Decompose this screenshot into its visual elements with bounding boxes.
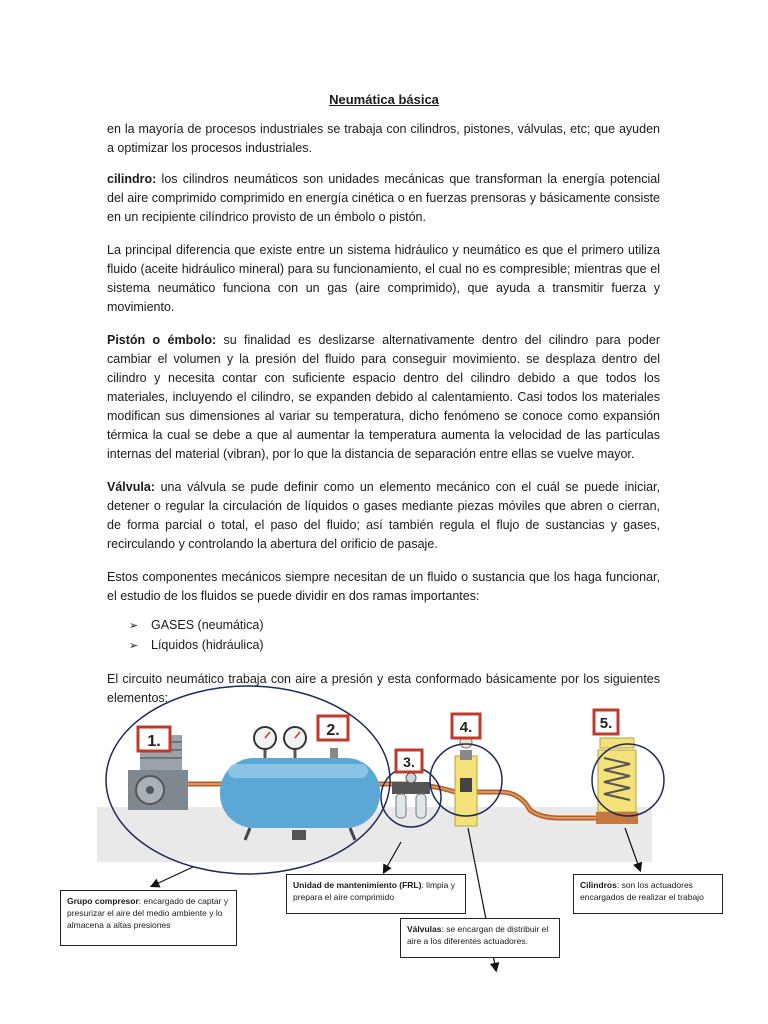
paragraph-valvula: [107, 478, 660, 554]
callout-term: Grupo compresor: [67, 896, 139, 906]
compressor-arrow: [152, 867, 193, 886]
callout-valves: [400, 918, 560, 958]
bullet-text: GASES (neumática): [151, 618, 264, 632]
callout-text: : se encargan de distribuir el aire a los diferentes actuadores.: [407, 924, 549, 946]
callout-compressor: [60, 890, 237, 946]
term-valvula: Válvula:: [107, 480, 155, 494]
callout-text: : son los actuadores encargados de realizar el trabajo: [580, 880, 704, 902]
text-valvula: una válvula se pude definir como un elemento mecánico con el cuál se puede iniciar, detener o regular la circulación de líquidos o gases mediante piezas móviles que abren o cierran, de forma parcial o total, el paso del fluido; así también regula el flujo de sustancias y gases, recirculando y controlando la abertura del orificio de pasaje.: [107, 480, 660, 551]
svg-text:5.: 5.: [599, 715, 613, 732]
text-cilindro: los cilindros neumáticos son unidades mecánicas que transforman la energía potencial del aire comprimido comprimido en energía cinética o en fuerzas prensoras y básicamente consiste en un recipiente cilíndrico provisto de un émbolo o pistón.: [107, 172, 660, 224]
callout-term: Cilindros: [580, 880, 617, 890]
callout-frl: [286, 874, 466, 914]
callout-term: Unidad de mantenimiento (FRL): [293, 880, 422, 890]
paragraph-diferencia: La principal diferencia que existe entre un sistema hidráulico y neumático es que el primero utiliza fluido (aceite hidráulico mineral) para su funcionamiento, el cual no es compresible; mientras que el sistema neumático funciona con un gas (aire comprimido), que ayuda a transmitir fuerza y movimiento.: [107, 243, 660, 314]
paragraph-circuito: El circuito neumático trabaja con aire a presión y esta conformado básicamente por los siguientes elementos:: [107, 672, 660, 705]
fluid-branches-list: [129, 616, 660, 656]
page-title: Neumática básica: [329, 92, 439, 107]
label-4: [452, 714, 480, 738]
paragraph-piston: [107, 331, 660, 464]
cylinder: [596, 738, 638, 824]
arrowhead-bullet-icon: ➢: [129, 640, 139, 652]
text-piston: su finalidad es deslizarse alternativamente dentro del cilindro para poder cambiar el volumen y la presión del fluido para conseguir movimiento. se desplaza dentro del cilindro y necesita contar con suficiente espacio dentro del cilindro debido a que todos los materiales, incluyendo el cilindro, se expanden debido al calentamiento. Casi todos los materiales modifican sus dimensiones al variar su temperatura, dicho fenómeno se conoce como expansión térmica la cual se debe a que al aumentar la temperatura aumenta la velocidad de las partículas internas del material (vibran), por lo que la distancia de separación entre ellas se vuelve mayor.: [107, 333, 660, 461]
paragraph-cilindro: [107, 170, 660, 227]
paragraph-componentes: Estos componentes mecánicos siempre necesitan de un fluido o sustancia que los haga funcionar, el estudio de los fluidos se puede dividir en dos ramas importantes:: [107, 570, 660, 603]
floor-shadow: [97, 807, 652, 862]
callout-text: : encargado de captar y presurizar el aire del medio ambiente y lo almacena a altas presiones: [67, 896, 229, 930]
label-2: [318, 716, 348, 740]
term-cilindro: cilindro:: [107, 172, 157, 186]
callout-text: : limpia y prepara el aire comprimido: [293, 880, 455, 902]
pneumatic-circuit-diagram: [0, 680, 768, 1024]
svg-text:2.: 2.: [326, 722, 340, 739]
label-3: [396, 750, 422, 772]
paragraph-intro: en la mayoría de procesos industriales se trabaja con cilindros, pistones, válvulas, etc; que ayuden a optimizar los procesos industriales.: [107, 122, 660, 155]
term-piston: Pistón o émbolo:: [107, 333, 217, 347]
list-item: [129, 616, 660, 636]
callout-cylinders: [573, 874, 723, 914]
svg-text:1.: 1.: [147, 733, 161, 750]
label-5: [594, 710, 618, 734]
bullet-text: Líquidos (hidráulica): [151, 638, 264, 652]
circuit-illustration: [0, 680, 768, 1024]
list-item: [129, 636, 660, 656]
valve: [455, 736, 477, 826]
callout-term: Válvulas: [407, 924, 442, 934]
svg-text:4.: 4.: [459, 719, 473, 736]
air-tank: [220, 727, 380, 840]
svg-text:3.: 3.: [403, 754, 415, 770]
arrowhead-bullet-icon: ➢: [129, 620, 139, 632]
document-body: [107, 120, 660, 722]
label-1: [138, 727, 170, 751]
